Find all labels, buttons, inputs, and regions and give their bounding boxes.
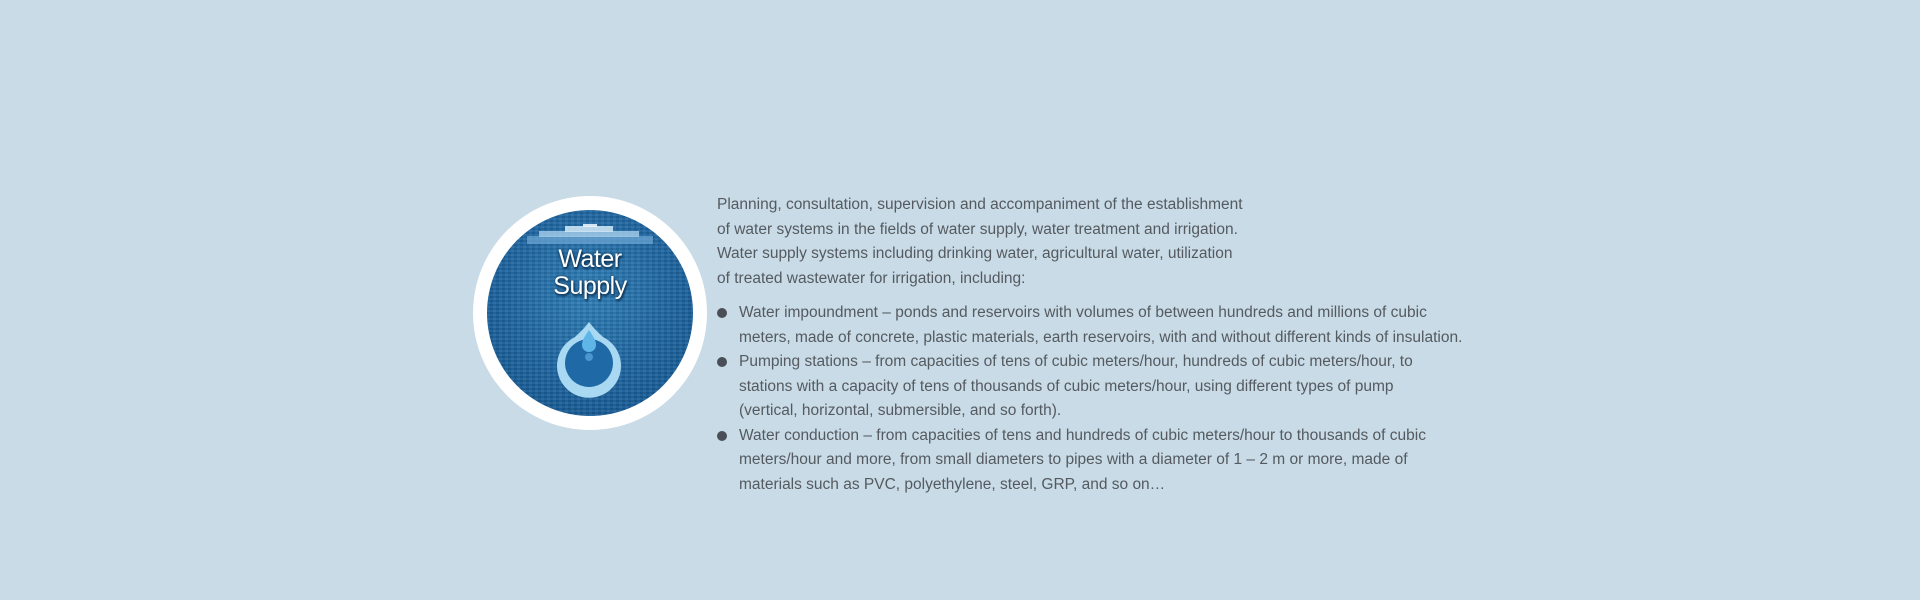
- bullet-dot-icon: [717, 431, 727, 441]
- ship-silhouette-icon: [525, 224, 655, 246]
- bullet-line: stations with a capacity of tens of thousands of cubic meters/hour, using different types of pump: [739, 377, 1394, 395]
- bullet-line: materials such as PVC, polyethylene, steel, GRP, and so on…: [739, 475, 1166, 493]
- bullet-item-water-impoundment: [717, 301, 1517, 350]
- bullet-line: Water conduction – from capacities of tens and hundreds of cubic meters/hour to thousands of cubic: [739, 426, 1426, 444]
- bullet-item-pumping-stations: [717, 350, 1517, 424]
- intro-line: of water systems in the fields of water supply, water treatment and irrigation.: [717, 220, 1238, 238]
- intro-paragraph: [717, 193, 1517, 291]
- bullet-line: meters/hour and more, from small diameters to pipes with a diameter of 1 – 2 m or more, made of: [739, 451, 1408, 468]
- water-drop-icon: [549, 318, 629, 398]
- badge-title-line1: Water: [558, 245, 622, 273]
- water-supply-description: [717, 193, 1517, 497]
- badge-water-image: [487, 210, 693, 416]
- bullet-dot-icon: [717, 308, 727, 318]
- water-supply-badge: [473, 196, 707, 430]
- bullet-line: Water impoundment – ponds and reservoirs with volumes of between hundreds and millions of cubic: [739, 304, 1427, 321]
- bullet-list: [717, 301, 1517, 497]
- bullet-line: Pumping stations – from capacities of tens of cubic meters/hour, hundreds of cubic meters/hour, to: [739, 353, 1413, 370]
- bullet-dot-icon: [717, 357, 727, 367]
- badge-title-line2: Supply: [553, 272, 627, 300]
- intro-line: of treated wastewater for irrigation, including:: [717, 269, 1026, 287]
- bullet-line: (vertical, horizontal, submersible, and so forth).: [739, 402, 1062, 419]
- bullet-line: meters, made of concrete, plastic materials, earth reservoirs, with and without different kinds of insulation.: [739, 328, 1463, 346]
- intro-line: Water supply systems including drinking water, agricultural water, utilization: [717, 245, 1233, 262]
- intro-line: Planning, consultation, supervision and accompaniment of the establishment: [717, 196, 1243, 213]
- bullet-item-water-conduction: [717, 424, 1517, 498]
